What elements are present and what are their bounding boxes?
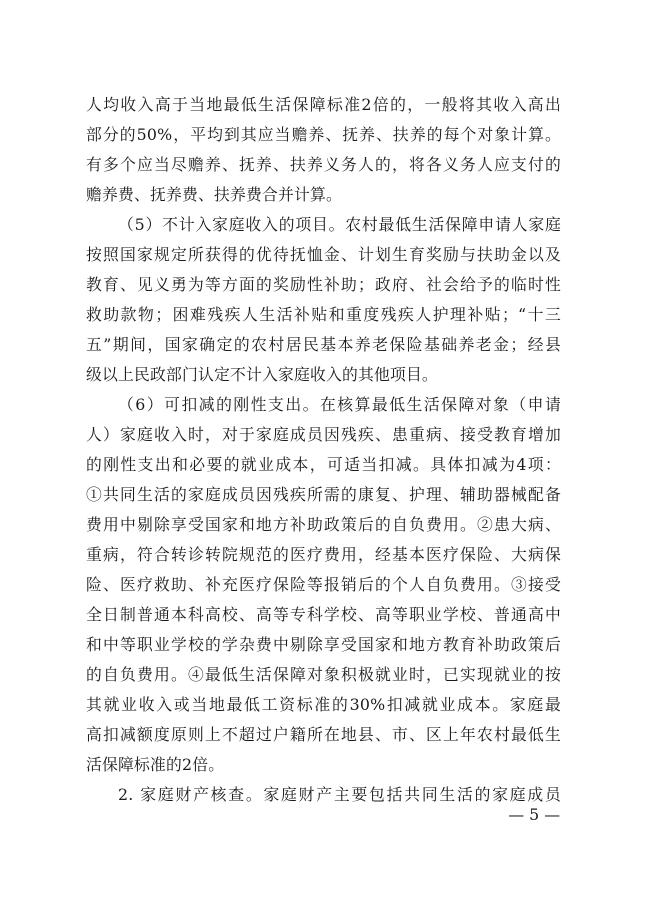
- page-number: — 5 —: [508, 805, 560, 824]
- text-line-2: 部分的50%，平均到其应当赡养、抚养、扶养的每个对象计算。: [86, 125, 561, 144]
- text-line-10: 级以上民政部门认定不计入家庭收入的其他项目。: [86, 365, 438, 384]
- text-line-7: 教育、见义勇为等方面的奖励性补助；政府、社会给予的临时性: [86, 275, 561, 294]
- text-line-12: 人）家庭收入时，对于家庭成员因残疾、患重病、接受教育增加: [86, 425, 561, 444]
- text-line-20: 的自负费用。④最低生活保障对象积极就业时，已实现就业的按: [86, 665, 561, 684]
- text-line-11: （6）可扣减的刚性支出。在核算最低生活保障对象（申请: [118, 395, 561, 414]
- text-line-9: 五”期间，国家确定的农村居民基本养老保险基础养老金；经县: [86, 335, 561, 354]
- text-line-1: 人均收入高于当地最低生活保障标准2倍的，一般将其收入高出: [86, 95, 561, 114]
- text-line-8: 救助款物；困难残疾人生活补贴和重度残疾人护理补贴；“十三: [86, 305, 561, 324]
- text-line-18: 全日制普通本科高校、高等专科学校、高等职业学校、普通高中: [86, 605, 561, 624]
- text-line-24: 2. 家庭财产核查。家庭财产主要包括共同生活的家庭成员: [118, 785, 561, 804]
- text-line-6: 按照国家规定所获得的优待抚恤金、计划生育奖励与扶助金以及: [86, 245, 561, 264]
- text-line-5: （5）不计入家庭收入的项目。农村最低生活保障申请人家庭: [118, 215, 561, 234]
- text-line-17: 险、医疗救助、补充医疗保险等报销后的个人自负费用。③接受: [86, 575, 561, 594]
- text-line-14: ①共同生活的家庭成员因残疾所需的康复、护理、辅助器械配备: [86, 485, 561, 504]
- text-line-16: 重病，符合转诊转院规范的医疗费用，经基本医疗保险、大病保: [86, 545, 561, 564]
- text-line-21: 其就业收入或当地最低工资标准的30%扣减就业成本。家庭最: [86, 695, 561, 714]
- text-line-19: 和中等职业学校的学杂费中剔除享受国家和地方教育补助政策后: [86, 635, 561, 654]
- text-line-23: 活保障标准的2倍。: [86, 755, 225, 774]
- text-line-15: 费用中剔除享受国家和地方补助政策后的自负费用。②患大病、: [86, 515, 561, 534]
- text-line-3: 有多个应当尽赡养、抚养、扶养义务人的，将各义务人应支付的: [86, 155, 561, 174]
- text-line-13: 的刚性支出和必要的就业成本，可适当扣减。具体扣减为4项：: [86, 455, 561, 474]
- text-line-22: 高扣减额度原则上不超过户籍所在地县、市、区上年农村最低生: [86, 725, 561, 744]
- text-line-4: 赡养费、抚养费、扶养费合并计算。: [86, 185, 342, 204]
